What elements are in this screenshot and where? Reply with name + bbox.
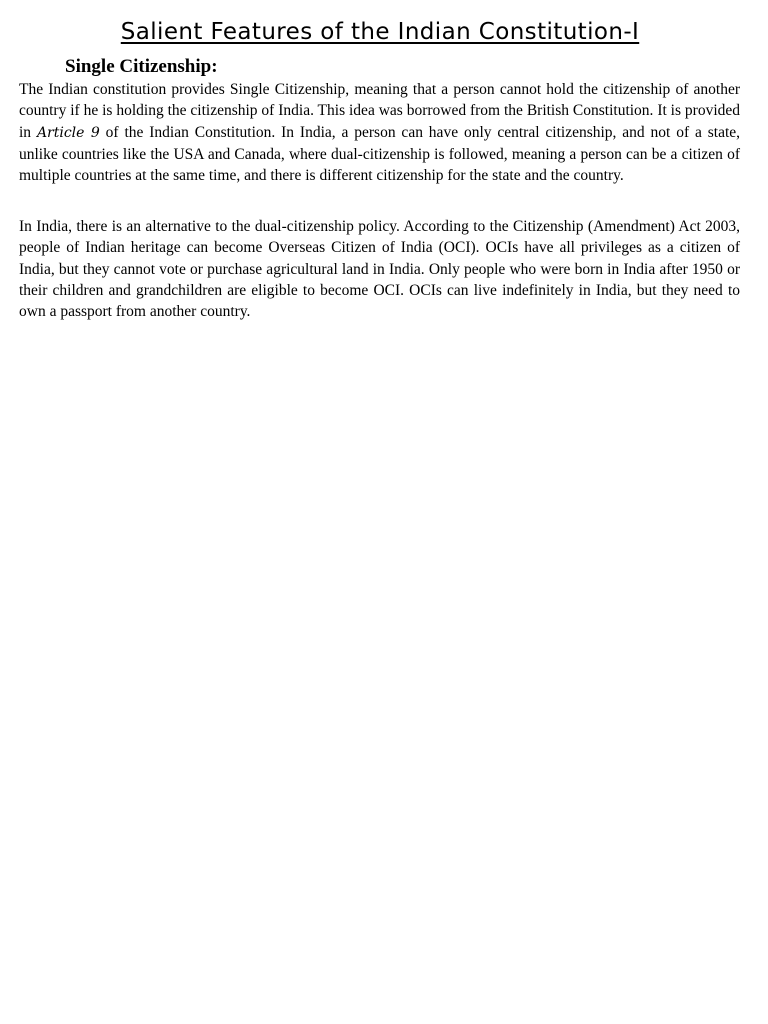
paragraph-single-citizenship [19, 79, 740, 186]
paragraph-text: of the Indian Constitution. In India, a person can have only central citizenship, and not of a state, unlike countries like the USA and Canada, where dual-citizenship is followed, meaning a person can be a citizen of multiple countries at the same time, and there is different citizenship for the state and the country. [19, 123, 741, 185]
article-reference: Article 9 [36, 124, 100, 141]
paragraph-text: The Indian constitution provides Single Citizenship, meaning that a person cannot hold the citizenship of another country if he is holding the citizenship of India. This idea was borrowed from the British Constitution. It is provided in [19, 81, 740, 141]
page-title: Salient Features of the Indian Constitution-I [120, 19, 640, 45]
section-heading: Single Citizenship: [65, 56, 218, 77]
paragraph-oci: In India, there is an alternative to the dual-citizenship policy. According to the Citizenship (Amendment) Act 2003, people of Indian heritage can become Overseas Citizen of India (OCI). OCIs have all privileges as a citizen of India, but they cannot vote or purchase agricultural land in India. Only people who were born in India after 1950 or their children and grandchildren are eligible to become OCI. OCIs can live indefinitely in India, but they need to own a passport from another country. [19, 218, 740, 321]
